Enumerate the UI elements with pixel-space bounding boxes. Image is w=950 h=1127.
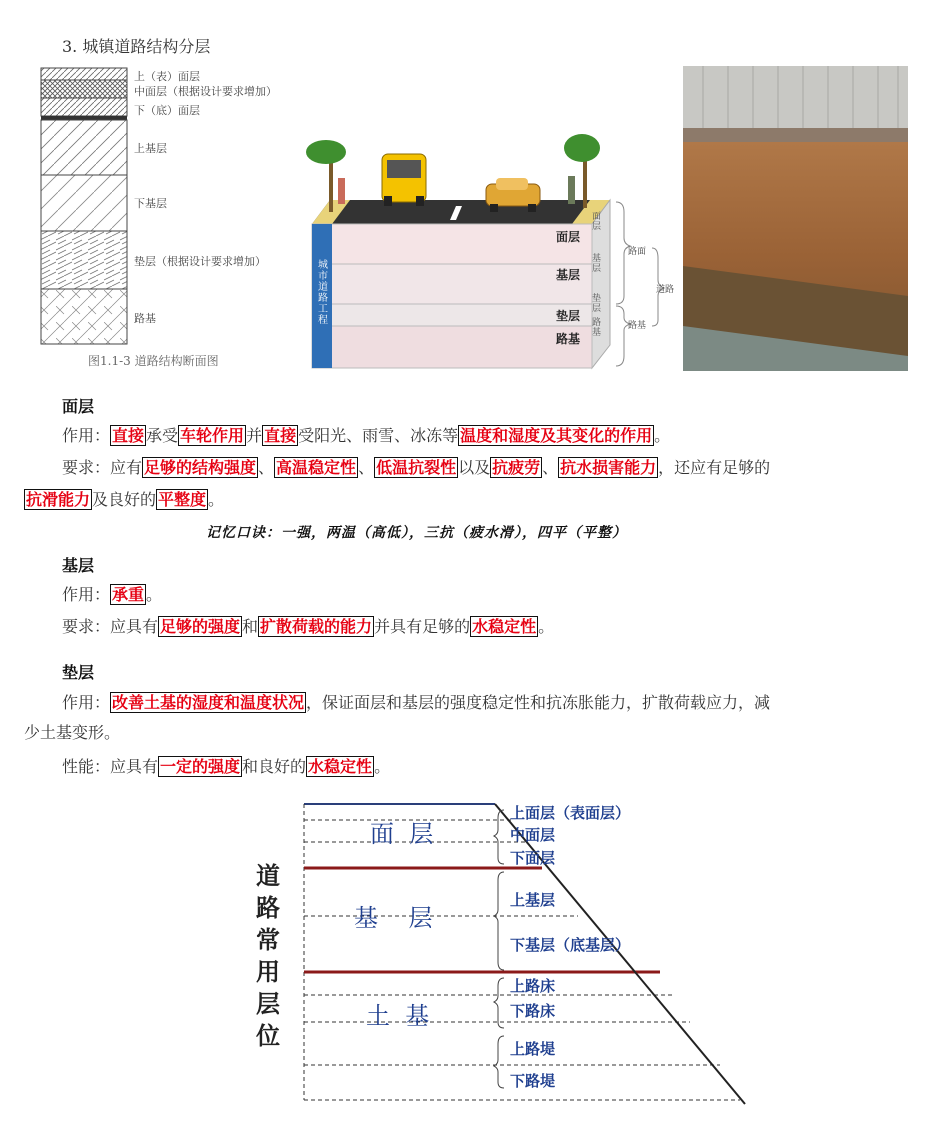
title-char: 道	[256, 862, 280, 890]
kw-load-spread: 扩散荷载的能力	[260, 617, 373, 636]
layers-diagram	[250, 800, 750, 1110]
kw-improve-soil: 改善土基的湿度和温度状况	[112, 693, 305, 712]
text: 承受	[146, 426, 179, 445]
surface-req-line	[62, 456, 770, 480]
text: 、	[358, 458, 375, 477]
text: 并具有足够的	[374, 617, 471, 636]
sub-upper-roadbed: 上路床	[510, 977, 556, 995]
brace-road: 道路	[656, 285, 675, 295]
sub-lower-base: 下基层（底基层）	[510, 936, 631, 954]
group-soil: 土 基	[366, 1002, 430, 1030]
kw-direct: 直接	[112, 426, 145, 445]
text: 。	[374, 757, 391, 776]
brace-roadbed: 路基	[628, 321, 647, 331]
title-char: 常	[256, 926, 280, 954]
title-char: 路	[256, 894, 280, 922]
excavation-photo	[683, 66, 908, 371]
layer-cushion: 垫层	[556, 309, 581, 323]
cushion-role-line2: 少土基变形。	[24, 723, 121, 742]
kw-water-stability: 水稳定性	[472, 617, 537, 636]
text: 。	[538, 617, 555, 636]
vertical-side-label: 城市道路工程	[318, 260, 328, 326]
surface-role-line	[62, 424, 670, 448]
surface-layer-title: 面层	[62, 397, 95, 416]
label-middle-surface: 中面层（根据设计要求增加）	[134, 85, 277, 98]
layer-surface: 面层	[556, 230, 581, 244]
kw-water-stability-2: 水稳定性	[308, 757, 373, 776]
label-subgrade: 路基	[134, 312, 156, 325]
label-lower-surface: 下（底）面层	[134, 104, 200, 117]
layer-subgrade: 路基	[556, 332, 581, 346]
title-char: 位	[256, 1022, 280, 1050]
kw-certain-strength: 一定的强度	[160, 757, 241, 776]
sub-middle-surface: 中面层	[510, 826, 556, 844]
text: 。	[654, 426, 671, 445]
kw-wheel-action: 车轮作用	[180, 426, 245, 445]
title-char: 用	[256, 958, 280, 986]
text: ，保证面层和基层的强度稳定性和抗冻胀能力，扩散荷载应力，减	[306, 693, 771, 712]
base-layer-title: 基层	[62, 556, 95, 575]
label-lower-base: 下基层	[134, 197, 167, 210]
cross-section-figure	[40, 66, 290, 376]
text: 、	[542, 458, 559, 477]
cross-section-diagram	[40, 66, 130, 346]
text: 并	[246, 426, 263, 445]
sub-upper-embankment: 上路堤	[510, 1040, 556, 1058]
base-role-line	[62, 583, 162, 607]
kw-structural-strength: 足够的结构强度	[144, 458, 257, 477]
kw-low-temp: 低温抗裂性	[376, 458, 457, 477]
cushion-layer-title: 垫层	[62, 663, 95, 682]
sub-upper-base: 上基层	[510, 891, 556, 909]
text: 和良好的	[242, 757, 307, 776]
figure-caption: 图1.1-3 道路结构断面图	[88, 354, 219, 368]
label-upper-base: 上基层	[134, 142, 167, 155]
kw-load-bearing: 承重	[112, 585, 145, 604]
role-prefix: 作用：	[62, 585, 111, 604]
label-upper-surface: 上（表）面层	[134, 70, 200, 83]
sub-lower-roadbed: 下路床	[510, 1002, 556, 1020]
sub-upper-surface: 上面层（表面层）	[510, 804, 631, 822]
group-base: 基 层	[354, 904, 433, 932]
brace-pavement: 路面	[628, 247, 647, 257]
kw-temp-humidity: 温度和湿度及其变化的作用	[460, 426, 653, 445]
role-prefix: 作用：	[62, 426, 111, 445]
side-cushion: 垫层	[592, 294, 602, 314]
text: 及良好的	[92, 490, 157, 509]
cushion-perf-line	[62, 755, 390, 779]
kw-direct-2: 直接	[264, 426, 297, 445]
cushion-role-line	[62, 691, 770, 715]
memory-motto: 记忆口诀：一强，两温（高低），三抗（疲水滑），四平（平整）	[206, 525, 627, 541]
kw-strength: 足够的强度	[160, 617, 241, 636]
text: 。	[208, 490, 225, 509]
sub-lower-embankment: 下路堤	[510, 1072, 556, 1090]
kw-skid-resistance: 抗滑能力	[26, 490, 91, 509]
sub-lower-surface: 下面层	[510, 849, 556, 867]
surface-req-line2	[24, 488, 224, 512]
layer-base: 基层	[556, 268, 581, 282]
road-illustration	[300, 120, 680, 372]
section-heading: 3. 城镇道路结构分层	[62, 37, 211, 56]
req-prefix: 要求：应具有	[62, 617, 159, 636]
side-subgrade: 路基	[592, 318, 602, 338]
text: 以及	[458, 458, 491, 477]
label-cushion: 垫层（根据设计要求增加）	[134, 255, 266, 268]
kw-flatness: 平整度	[158, 490, 207, 509]
kw-water-damage: 抗水损害能力	[560, 458, 657, 477]
text: 受阳光、雨雪、冰冻等	[298, 426, 459, 445]
text: 和	[242, 617, 259, 636]
group-surface: 面 层	[370, 820, 434, 848]
side-surface: 面层	[592, 212, 602, 232]
text: 。	[146, 585, 163, 604]
text: 、	[258, 458, 275, 477]
req-prefix: 要求：应有	[62, 458, 143, 477]
side-base: 基层	[592, 254, 602, 274]
vertical-title	[256, 860, 282, 1052]
kw-high-temp: 高温稳定性	[276, 458, 357, 477]
role-prefix: 作用：	[62, 693, 111, 712]
title-char: 层	[256, 990, 280, 1018]
text: ，还应有足够的	[658, 458, 771, 477]
perf-prefix: 性能：应具有	[62, 757, 159, 776]
base-req-line	[62, 615, 554, 639]
kw-fatigue: 抗疲劳	[492, 458, 541, 477]
